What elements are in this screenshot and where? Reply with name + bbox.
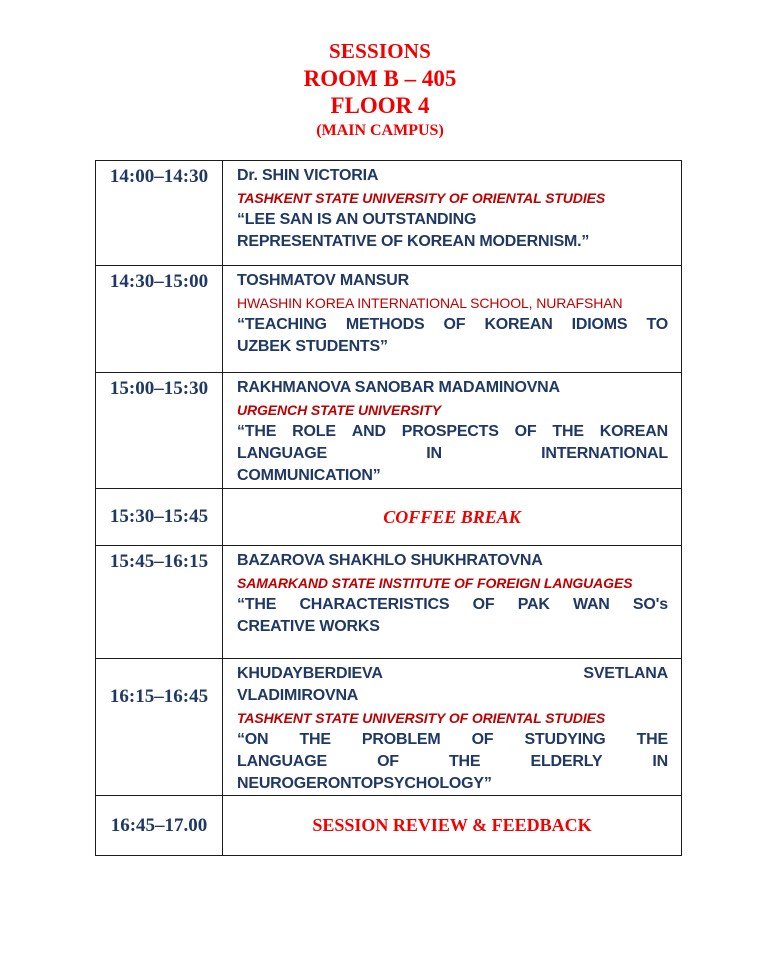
header-floor: FLOOR 4: [330, 93, 430, 118]
coffee-break-label: COFFEE BREAK: [383, 506, 521, 527]
time-cell: [96, 489, 223, 546]
table-row: [96, 266, 682, 373]
time-label: 16:15–16:45: [109, 686, 209, 707]
time-cell: [96, 659, 223, 796]
session-title-line: LANGUAGE OF THE ELDERLY IN: [237, 753, 668, 770]
session-review-label: SESSION REVIEW & FEEDBACK: [312, 815, 592, 835]
session-affiliation-line: TASHKENT STATE UNIVERSITY OF ORIENTAL STUDIES: [237, 710, 606, 726]
time-cell: [96, 796, 223, 856]
time-cell: [96, 373, 223, 489]
session-cell: [223, 373, 682, 489]
session-title-line: LANGUAGE IN INTERNATIONAL: [237, 445, 668, 462]
time-label: 15:30–15:45: [109, 506, 209, 527]
coffee-break-cell: [223, 489, 682, 546]
session-title-line: UZBEK STUDENTS”: [237, 338, 388, 355]
schedule-table: [95, 160, 682, 856]
session-title-line: “TEACHING METHODS OF KOREAN IDIOMS TO: [237, 316, 668, 333]
time-label: 15:45–16:15: [109, 551, 209, 572]
schedule-body: [96, 161, 682, 856]
table-row: [96, 546, 682, 659]
document-header: [0, 38, 760, 143]
table-row: [96, 659, 682, 796]
session-affiliation-line: TASHKENT STATE UNIVERSITY OF ORIENTAL STUDIES: [237, 190, 606, 206]
session-name-line: KHUDAYBERDIEVA SVETLANA: [237, 665, 668, 682]
session-cell: [223, 659, 682, 796]
header-campus: (MAIN CAMPUS): [316, 122, 444, 139]
session-title-line: “THE ROLE AND PROSPECTS OF THE KOREAN: [237, 423, 668, 440]
session-name-line: RAKHMANOVA SANOBAR MADAMINOVNA: [237, 379, 560, 396]
session-title-line: NEUROGERONTOPSYCHOLOGY”: [237, 775, 492, 792]
session-cell: [223, 161, 682, 266]
time-label: 14:00–14:30: [109, 166, 209, 187]
session-title-line: REPRESENTATIVE OF KOREAN MODERNISM.”: [237, 233, 590, 250]
time-label: 15:00–15:30: [109, 378, 209, 399]
table-row: [96, 489, 682, 546]
table-row: [96, 373, 682, 489]
header-room: ROOM B – 405: [303, 66, 457, 91]
time-label: 16:45–17.00: [110, 814, 208, 836]
session-cell: [223, 546, 682, 659]
header-sessions: SESSIONS: [329, 39, 431, 63]
session-title-line: “ON THE PROBLEM OF STUDYING THE: [237, 731, 668, 748]
session-title-line: “THE CHARACTERISTICS OF PAK WAN SO's: [237, 596, 668, 613]
session-affiliation-line: URGENCH STATE UNIVERSITY: [237, 402, 441, 418]
time-cell: [96, 266, 223, 373]
table-row: [96, 796, 682, 856]
session-title-line: COMMUNICATION”: [237, 467, 381, 484]
session-review-cell: [223, 796, 682, 856]
time-label: 14:30–15:00: [109, 271, 209, 292]
session-name-line: Dr. SHIN VICTORIA: [237, 167, 379, 184]
session-title-line: “LEE SAN IS AN OUTSTANDING: [237, 211, 477, 228]
time-cell: [96, 161, 223, 266]
session-name-line: BAZAROVA SHAKHLO SHUKHRATOVNA: [237, 552, 543, 569]
table-row: [96, 161, 682, 266]
time-cell: [96, 546, 223, 659]
session-affiliation-line: SAMARKAND STATE INSTITUTE OF FOREIGN LANGUAGES: [237, 575, 633, 591]
session-cell: [223, 266, 682, 373]
session-affiliation-line: HWASHIN KOREA INTERNATIONAL SCHOOL, NURAFSHAN: [237, 295, 623, 311]
session-title-line: CREATIVE WORKS: [237, 618, 380, 635]
session-name-line: VLADIMIROVNA: [237, 687, 359, 704]
session-name-line: TOSHMATOV MANSUR: [237, 272, 409, 289]
